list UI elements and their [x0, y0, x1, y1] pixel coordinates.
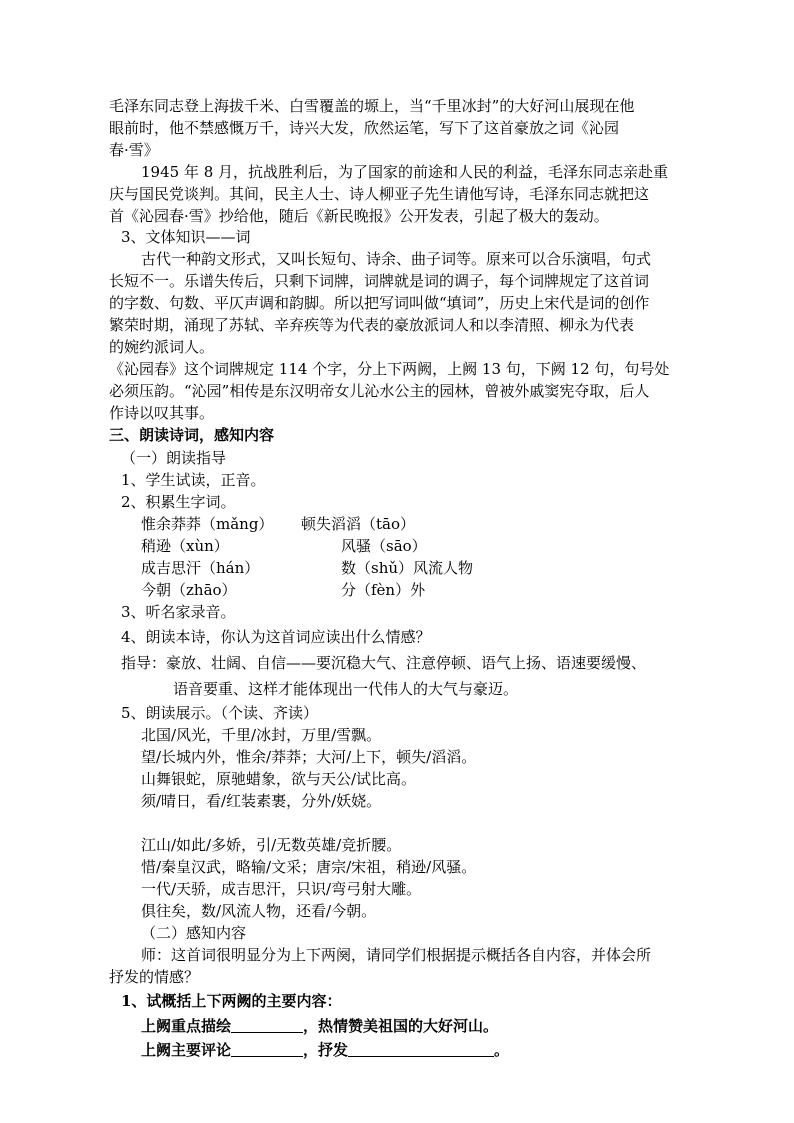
fill-2-prefix: 上阙主要评论: [141, 1041, 232, 1059]
intro-p2-line-2: 庆与国民党谈判。其间，民主人士、诗人柳亚子先生请他写诗，毛泽东同志就把这: [109, 185, 650, 203]
intro-p1-line-2: 眼前时，他不禁感慨万千，诗兴大发，欣然运笔，写下了这首豪放之词《沁园: [109, 119, 620, 137]
poem-line: 江山/如此/多娇，引/无数英雄/竞折腰。: [141, 836, 402, 854]
list-item-2: 2、积累生字词。: [121, 493, 236, 511]
poem-line: 一代/天骄，成吉思汗，只识/弯弓射大雕。: [141, 880, 422, 898]
vocab-word: 成吉思汗（hán）: [141, 559, 260, 577]
answer-blank[interactable]: [231, 1016, 303, 1033]
vocab-word: 风骚（sāo）: [341, 537, 427, 555]
list-item-5: 5、朗读展示。（个读、齐读）: [121, 704, 319, 722]
answer-blank[interactable]: [231, 1040, 303, 1057]
knowledge-heading: 3、文体知识——词: [121, 228, 251, 246]
knowledge-p2-line-2: 必须压韵。“沁园”相传是东汉明帝女儿沁水公主的园林，曾被外戚窦宪夺取，后人: [109, 382, 650, 400]
poem-line: 俱往矣，数/风流人物，还看/今朝。: [141, 902, 377, 920]
vocab-word: 惟余莽莽（mǎng）: [141, 515, 274, 533]
knowledge-p1-line-1: 古代一种韵文形式，又叫长短句、诗余、曲子词等。原来可以合乐演唱，句式: [141, 250, 652, 268]
fill-in-line-2: [141, 1040, 509, 1060]
intro-p1-line-1: 毛泽东同志登上海拔千米、白雪覆盖的塬上，当“千里冰封”的大好河山展现在他: [109, 97, 635, 115]
knowledge-p1-line-4: 繁荣时期，涌现了苏轼、辛弃疾等为代表的豪放派词人和以李清照、柳永为代表: [109, 316, 635, 334]
intro-p2-line-3: 首《沁园春·雪》抄给他，随后《新民晚报》公开发表，引起了极大的轰动。: [109, 207, 609, 225]
teacher-line-1: 师：这首词很明显分为上下两阕，请同学们根据提示概括各自内容，并体会所: [141, 946, 652, 964]
vocab-word: 分（fèn）外: [341, 581, 426, 599]
list-item-4: 4、朗读本诗，你认为这首词应读出什么情感？: [121, 628, 431, 646]
teacher-line-2: 抒发的情感？: [109, 968, 200, 986]
guide-line-1: 指导：豪放、壮阔、自信——要沉稳大气、注意停顿、语气上扬、语速要缓慢、: [121, 654, 647, 672]
subheading-perception: （二）感知内容: [141, 924, 247, 942]
vocab-word: 数（shǔ）风流人物: [341, 559, 474, 577]
answer-blank[interactable]: [348, 1040, 494, 1057]
guide-line-2: 语音要重、这样才能体现出一代伟人的大气与豪迈。: [173, 680, 519, 698]
vocab-word: 稍逊（xùn）: [141, 537, 229, 555]
subheading-reading-guide: （一）朗读指导: [121, 449, 227, 467]
fill-2-suffix: 。: [494, 1041, 510, 1059]
fill-1-suffix: ，热情赞美祖国的大好河山。: [303, 1017, 499, 1035]
poem-line: 望/长城内外，惟余/莽莽；大河/上下，顿失/滔滔。: [141, 748, 477, 766]
poem-line: 须/晴日，看/红装素裹，分外/妖娆。: [141, 792, 382, 810]
list-item-3: 3、听名家录音。: [121, 603, 236, 621]
poem-line: 北国/风光，千里/冰封，万里/雪飘。: [141, 726, 382, 744]
fill-in-line-1: [141, 1016, 498, 1036]
knowledge-p1-line-2: 长短不一。乐谱失传后，只剩下词牌，词牌就是词的调子，每个词牌规定了这首词: [109, 272, 650, 290]
knowledge-p2-line-1: 《沁园春》这个词牌规定 114 个字，分上下两阙，上阙 13 句，下阙 12 句，句号处: [109, 360, 670, 378]
intro-p2-line-1: 1945 年 8 月，抗战胜利后，为了国家的前途和人民的利益，毛泽东同志亲赴重: [141, 163, 669, 181]
knowledge-p1-line-5: 的婉约派词人。: [109, 338, 215, 356]
question-1: 1、试概括上下两阙的主要内容：: [121, 992, 342, 1010]
poem-line: 惜/秦皇汉武，略输/文采；唐宗/宋祖，稍逊/风骚。: [141, 858, 477, 876]
knowledge-p2-line-3: 作诗以叹其事。: [109, 404, 215, 422]
knowledge-p1-line-3: 的字数、句数、平仄声调和韵脚。所以把写词叫做“填词”，历史上宋代是词的创作: [109, 294, 650, 312]
intro-p1-line-3: 春·雪》: [109, 141, 159, 159]
fill-2-middle: ，抒发: [303, 1041, 349, 1059]
vocab-word: 顿失滔滔（tāo）: [301, 515, 416, 533]
fill-1-prefix: 上阙重点描绘: [141, 1017, 232, 1035]
vocab-word: 今朝（zhāo）: [141, 581, 237, 599]
poem-line: 山舞银蛇，原驰蜡象，欲与天公/试比高。: [141, 770, 417, 788]
section-heading: 三、朗读诗词，感知内容: [109, 426, 275, 444]
list-item-1: 1、学生试读，正音。: [121, 471, 266, 489]
